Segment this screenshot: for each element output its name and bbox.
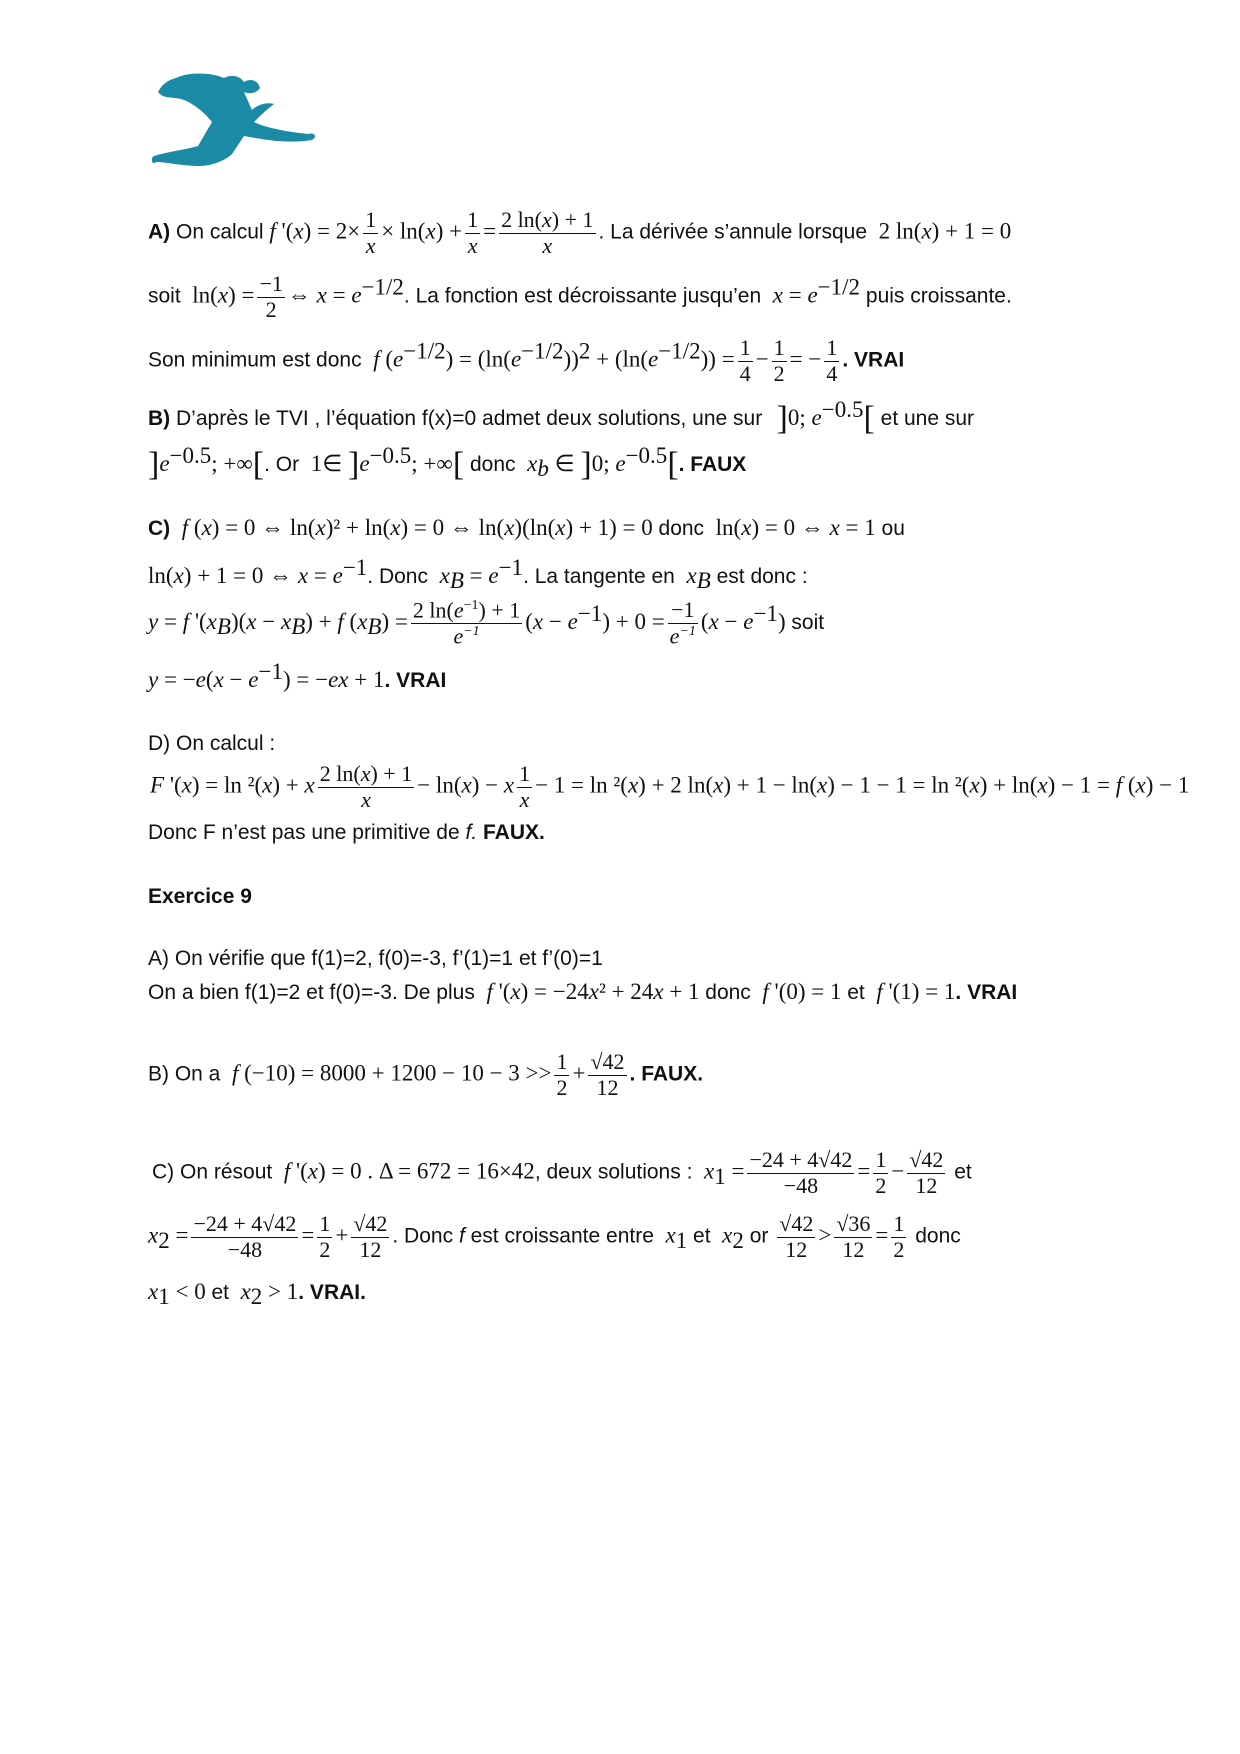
- ex9-c-f: f: [458, 1224, 465, 1248]
- part-d-conclusion: [148, 822, 545, 843]
- ex9-c-text-7: or: [749, 1224, 769, 1248]
- part-d-intro: D) On calcul :: [148, 732, 276, 755]
- ex9-c-line-3: $x_1 < 0$ et $x_2 > 1$. VRAI.: [148, 1279, 366, 1310]
- ex9-b-text: B) On a: [148, 1062, 221, 1086]
- ex9-c-text-4: . Donc: [392, 1224, 454, 1248]
- part-a-text-5: puis croissante.: [865, 284, 1012, 308]
- ex9-a-verdict: . VRAI: [955, 981, 1018, 1004]
- ex9-c-text-9: et: [211, 1281, 229, 1304]
- ex9-a-text: On a bien f(1)=2 et f(0)=-3. De plus: [148, 981, 475, 1004]
- ex9-c-text-3: et: [954, 1160, 972, 1184]
- part-c-text-1: donc: [658, 517, 705, 540]
- jumping-person-icon: [148, 70, 320, 170]
- part-c-text-2: ou: [881, 517, 905, 540]
- part-a-line-1: A) On calcul f '(x) = 2× $\frac{1}{x}$ × ln(x) + $\frac{1}{x}$ = $\frac{2 \ln(x) + 1}{x}$ . La dérivée s’annule lorsque 2 ln(x) + 1 = 0: [148, 207, 1012, 258]
- part-c-text-4: . La tangente en: [523, 565, 675, 588]
- part-b-verdict: . FAUX: [678, 453, 747, 476]
- part-c-text-3: . Donc: [367, 565, 428, 588]
- part-a-text-6: Son minimum est donc: [148, 348, 362, 372]
- part-b-text-4: donc: [469, 453, 516, 476]
- ex9-c-verdict: . VRAI.: [298, 1281, 366, 1304]
- part-b-line-2: ]$e^{-0.5}$; +∞[. Or 1∈ ]$e^{-0.5}$; +∞[ donc $x_b$ ∈ ]0; $e^{-0.5}$[. FAUX: [148, 443, 747, 483]
- ex9-c-line-2: $x_2$ = $\frac{-24 + 4√42}{-48}$ = $\frac{1}{2}$ + $\frac{√42}{12}$ . Donc f est croissante entre $x_1$ et $x_2$ or $\frac{√42}{12}$ > $\frac{√36}{12}$ = $\frac{1}{2}$ donc: [148, 1211, 961, 1262]
- part-c-label: C): [148, 517, 171, 540]
- part-c-text-6: soit: [791, 611, 825, 634]
- part-b-text-2: et une sur: [880, 407, 975, 430]
- ex9-c-text-8: donc: [915, 1224, 961, 1248]
- part-d-conclusion-f: f.: [465, 821, 478, 844]
- ex9-a-text-3: et: [847, 981, 865, 1004]
- ex9-b-verdict: . FAUX.: [629, 1062, 704, 1086]
- part-a-line-2: soit ln(x) = $\frac{-1}{2}$ ⇔ $x = e^{-1/2}$. La fonction est décroissante jusqu’en $x = e^{-1/2}$ puis croissante.: [148, 271, 1012, 322]
- ex9-a-line-2: On a bien f(1)=2 et f(0)=-3. De plus f '(x) = −24x² + 24x + 1 donc f '(0) = 1 et f '(1) = 1. VRAI: [148, 979, 1018, 1004]
- part-a-line-3: Son minimum est donc f $(e^{-1/2}) = (\ln(e^{-1/2}))^2 + (\ln(e^{-1/2}))$ = $\frac{1}{4}$ − $\frac{1}{2}$ = − $\frac{1}{4}$ . VRAI: [148, 335, 905, 386]
- ex9-b-line: B) On a f (−10) = 8000 + 1200 − 10 − 3 >> $\frac{1}{2}$ + $\frac{√42}{12}$ . FAUX.: [148, 1049, 704, 1100]
- part-a-verdict: . VRAI: [842, 348, 905, 372]
- ex9-c-line-1: C) On résout f '(x) = 0 . Δ = 672 = 16×42, deux solutions : $x_1$ = $\frac{-24 + 4√42}{-48}$ = $\frac{1}{2}$ − $\frac{√42}{12}$ et: [152, 1147, 972, 1198]
- part-c-verdict: . VRAI: [384, 669, 447, 692]
- part-c-line-3: y = f '$(x_B)(x - x_B) + f$ $(x_B)$ = $\frac{2 \ln(e^{-1}) + 1}{e^{-1}}$ $(x - e^{-1}) + 0$ = $\frac{-1}{e^{-1}}$ $(x - e^{-1})$ soit: [148, 597, 825, 649]
- part-d-equation: F '(x) = ln ²(x) + x $\frac{2 \ln(x) + 1}{x}$ − ln(x) − x $\frac{1}{x}$ − 1 = ln ²(x) + 2 ln(x) + 1 − ln(x) − 1 − 1 = ln ²(x) + ln(x) − 1 = f (x) − 1: [150, 761, 1190, 812]
- ex9-c-text-2: , deux solutions :: [534, 1160, 693, 1184]
- part-a-text-2: . La dérivée s’annule lorsque: [598, 220, 868, 244]
- exercise-title: Exercice 9: [148, 885, 252, 908]
- part-d-conclusion-text: Donc F n’est pas une primitive de: [148, 821, 460, 844]
- ex9-a-line-1: A) On vérifie que f(1)=2, f(0)=-3, f’(1)=1 et f’(0)=1: [148, 947, 603, 970]
- ex9-c-text-6: et: [693, 1224, 711, 1248]
- part-c-line-1: C) f (x) = 0 ⇔ ln(x)² + ln(x) = 0 ⇔ ln(x)(ln(x) + 1) = 0 donc ln(x) = 0 ⇔ x = 1 ou: [148, 515, 905, 540]
- ex9-c-text-5: est croissante entre: [470, 1224, 654, 1248]
- part-a-text-4: . La fonction est décroissante jusqu’en: [403, 284, 762, 308]
- part-c-line-2: ln(x) + 1 = 0 ⇔ $x = e^{-1}$. Donc $x_B = e^{-1}$. La tangente en $x_B$ est donc :: [148, 555, 808, 594]
- part-c-line-4: $y = -e(x - e^{-1}) = -ex + 1$. VRAI: [148, 659, 447, 692]
- part-a-text-3: soit: [148, 284, 181, 308]
- part-b-label: B): [148, 407, 171, 430]
- part-c-text-5: est donc :: [716, 565, 808, 588]
- part-a-label: A): [148, 220, 171, 244]
- part-b-text-3: . Or: [264, 453, 300, 476]
- part-d-verdict: FAUX.: [483, 821, 545, 844]
- part-a-text-1: On calcul: [176, 220, 264, 244]
- ex9-c-text: C) On résout: [152, 1160, 273, 1184]
- part-b-text-1: D’après le TVI , l’équation f(x)=0 admet deux solutions, une sur: [176, 407, 763, 430]
- ex9-a-text-2: donc: [705, 981, 751, 1004]
- part-b-line-1: B) D’après le TVI , l’équation f(x)=0 admet deux solutions, une sur ]0; $e^{-0.5}$[ et une sur: [148, 397, 975, 437]
